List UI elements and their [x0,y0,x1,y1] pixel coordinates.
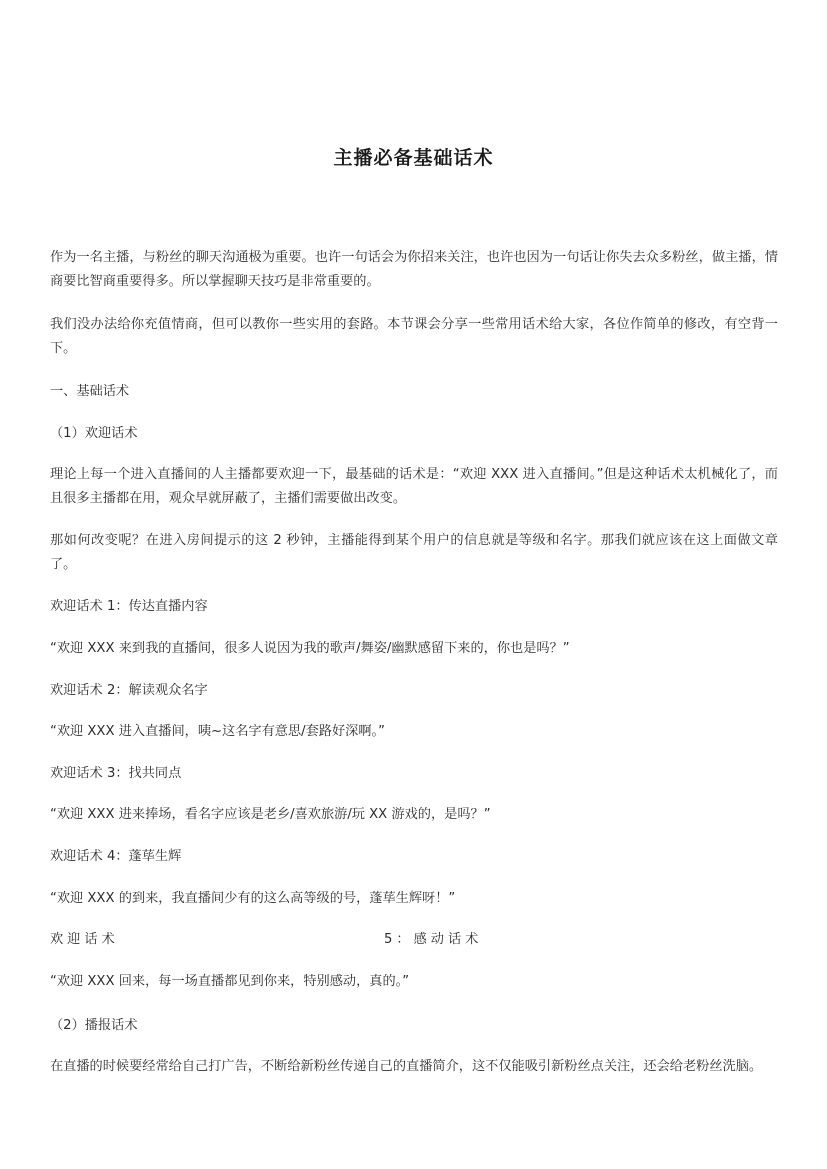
welcome-4-title: 欢迎话术 4：蓬荜生辉 [50,849,182,864]
welcome-5-title-right: 5：感动话术 [384,932,483,947]
welcome-1-title: 欢迎话术 1：传达直播内容 [50,599,208,614]
subsection-heading-welcome: （1）欢迎话术 [50,426,138,441]
welcome-5-text: “欢迎 XXX 回来，每一场直播都见到你来，特别感动，真的。” [50,974,410,989]
welcome-4-text: “欢迎 XXX 的到来，我直播间少有的这么高等级的号，蓬荜生辉呀！” [50,891,456,906]
welcome-3-title: 欢迎话术 3：找共同点 [50,766,182,781]
paragraph-welcome-desc-1: 理论上每一个进入直播间的人主播都要欢迎一下，最基础的话术是：“欢迎 XXX 进入直播间。”但是这种话术太机械化了，而且很多主播都在用，观众早就屏蔽了，主播们需要做出改变。 [50,467,778,506]
paragraph-broadcast-desc: 在直播的时候要经常给自己打广告，不断给新粉丝传递自己的直播简介，这不仅能吸引新粉丝点关注，还会给老粉丝洗脑。 [50,1059,763,1074]
section-heading-basic: 一、基础话术 [50,384,130,399]
paragraph-intro-2: 我们没办法给你充值情商，但可以教你一些实用的套路。本节课会分享一些常用话术给大家，各位作简单的修改，有空背一下。 [50,317,778,356]
paragraph-intro-1: 作为一名主播，与粉丝的聊天沟通极为重要。也许一句话会为你招来关注，也许也因为一句话让你失去众多粉丝，做主播，情商要比智商重要得多。所以掌握聊天技巧是非常重要的。 [50,250,778,289]
page-title: 主播必备基础话术 [333,147,494,169]
welcome-3-text: “欢迎 XXX 进来捧场，看名字应该是老乡/喜欢旅游/玩 XX 游戏的，是吗？” [50,807,491,822]
paragraph-welcome-desc-2: 那如何改变呢？在进入房间提示的这 2 秒钟，主播能得到某个用户的信息就是等级和名字。那我们就应该在这上面做文章了。 [50,533,778,572]
welcome-2-title: 欢迎话术 2：解读观众名字 [50,683,208,698]
subsection-heading-broadcast: （2）播报话术 [50,1018,138,1033]
welcome-2-text: “欢迎 XXX 进入直播间，咦~这名字有意思/套路好深啊。” [50,724,385,739]
welcome-5-title-left: 欢迎话术 [50,932,119,947]
welcome-1-text: “欢迎 XXX 来到我的直播间，很多人说因为我的歌声/舞姿/幽默感留下来的，你也是吗？” [50,641,570,656]
